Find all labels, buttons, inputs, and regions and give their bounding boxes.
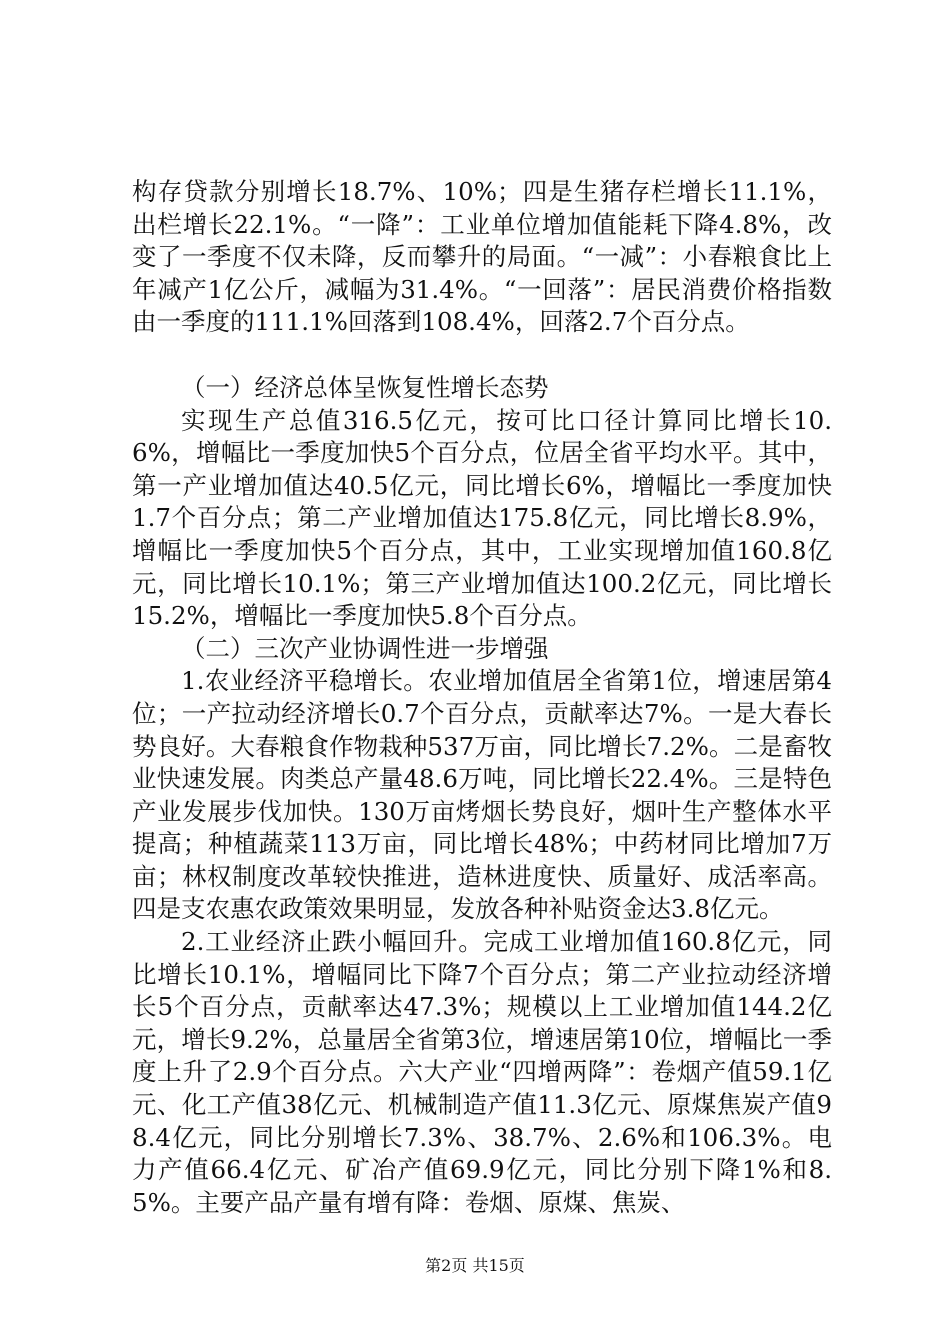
document-body xyxy=(132,176,832,1219)
section-heading-2: （二）三次产业协调性进一步增强 xyxy=(181,633,549,663)
section-heading-1: （一）经济总体呈恢复性增长态势 xyxy=(181,372,549,402)
paragraph-1: 构存贷款分别增长18.7%、10%；四是生猪存栏增长11.1%，出栏增长22.1%。“一降”：工业单位增加值能耗下降4.8%，改变了一季度不仅未降，反而攀升的局面。“一减”：小春粮食比上年减产1亿公斤，减幅为31.4%。“一回落”：居民消费价格指数由一季度的111.1%回落到108.4%，回落2.7个百分点。 xyxy=(132,177,832,337)
page-footer: 第2页 共15页 xyxy=(425,1256,525,1275)
paragraph-gap xyxy=(132,339,832,372)
paragraph-4: 2.工业经济止跌小幅回升。完成工业增加值160.8亿元，同比增长10.1%，增幅同比下降7个百分点；第二产业拉动经济增长5个百分点，贡献率达47.3%；规模以上工业增加值144.2亿元，增长9.2%，总量居全省第3位，增速居第10位，增幅比一季度上升了2.9个百分点。六大产业“四增两降”：卷烟产值59.1亿元、化工产值38亿元、机械制造产值11.3亿元、原煤焦炭产值98.4亿元，同比分别增长7.3%、38.7%、2.6%和106.3%。电力产值66.4亿元、矿冶产值69.9亿元，同比分别下降1%和8.5%。主要产品产量有增有降：卷烟、原煤、焦炭、 xyxy=(132,927,832,1217)
paragraph-2: 实现生产总值316.5亿元，按可比口径计算同比增长10.6%，增幅比一季度加快5个百分点，位居全省平均水平。其中，第一产业增加值达40.5亿元，同比增长6%，增幅比一季度加快1.7个百分点；第二产业增加值达175.8亿元，同比增长8.9%，增幅比一季度加快5个百分点，其中，工业实现增加值160.8亿元，同比增长10.1%；第三产业增加值达100.2亿元，同比增长15.2%，增幅比一季度加快5.8个百分点。 xyxy=(132,405,832,631)
paragraph-3: 1.农业经济平稳增长。农业增加值居全省第1位，增速居第4位；一产拉动经济增长0.7个百分点，贡献率达7%。一是大春长势良好。大春粮食作物栽种537万亩，同比增长7.2%。二是畜牧业快速发展。肉类总产量48.6万吨，同比增长22.4%。三是特色产业发展步伐加快。130万亩烤烟长势良好，烟叶生产整体水平提高；种植蔬菜113万亩，同比增长48%；中药材同比增加7万亩；林权制度改革较快推进，造林进度快、质量好、成活率高。四是支农惠农政策效果明显，发放各种补贴资金达3.8亿元。 xyxy=(132,666,832,924)
